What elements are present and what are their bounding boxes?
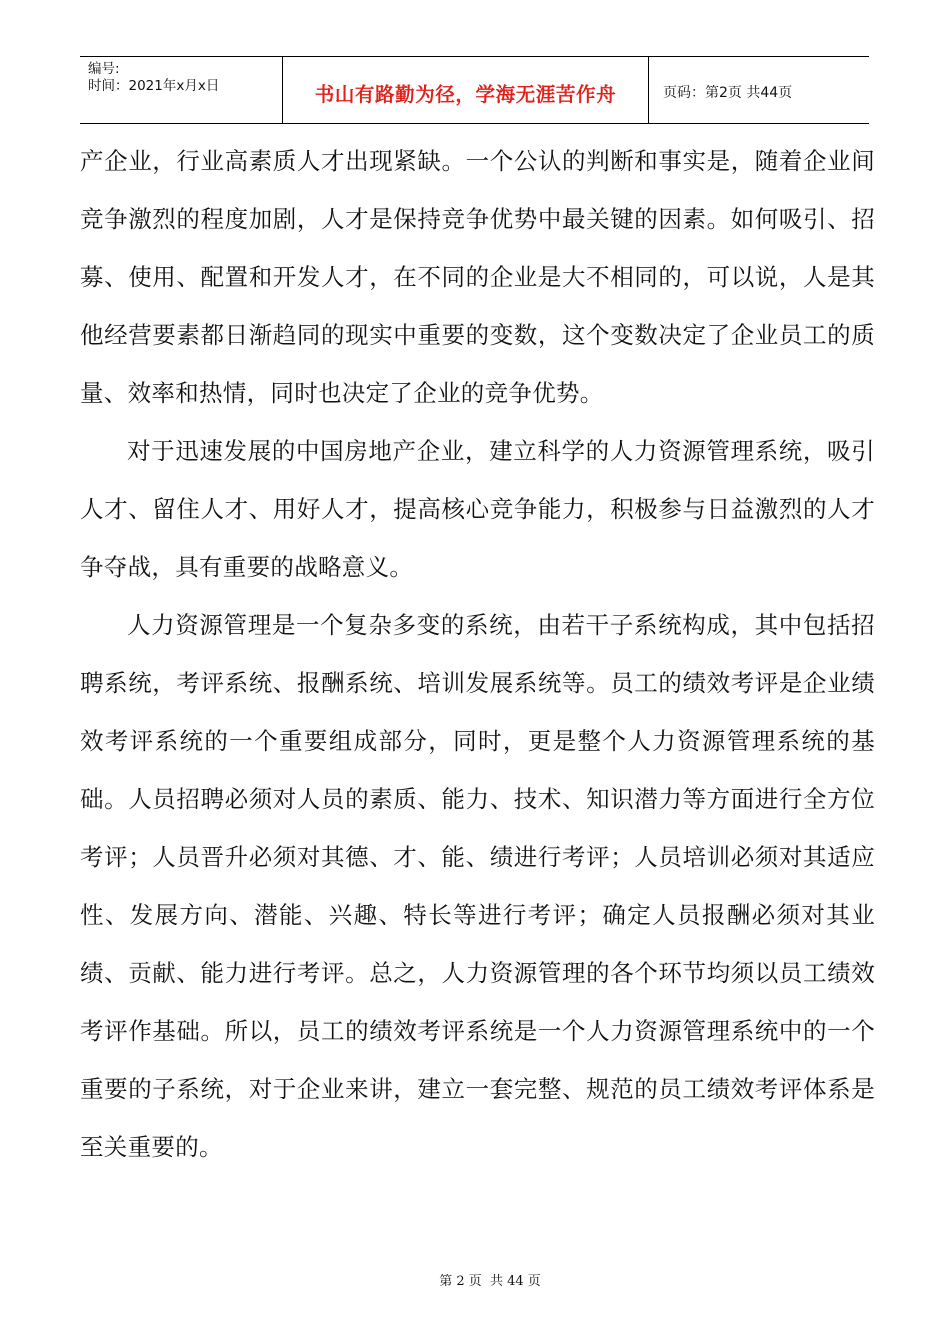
page-header [80, 56, 869, 124]
header-meta-cell [80, 57, 282, 123]
document-time-label: 时间：2021年x月x日 [88, 78, 220, 94]
document-number-label: 编号: [88, 61, 120, 77]
body-paragraph-3: 人力资源管理是一个复杂多变的系统，由若干子系统构成，其中包括招聘系统，考评系统、报酬系统、培训发展系统等。员工的绩效考评是企业绩效考评系统的一个重要组成部分，同时，更是整个人力资源管理系统的基础。人员招聘必须对人员的素质、能力、技术、知识潜力等方面进行全方位考评；人员晋升必须对其德、才、能、绩进行考评；人员培训必须对其适应性、发展方向、潜能、兴趣、特长等进行考评；确定人员报酬必须对其业绩、贡献、能力进行考评。总之，人力资源管理的各个环节均须以员工绩效考评作基础。所以，员工的绩效考评系统是一个人力资源管理系统中的一个重要的子系统，对于企业来讲，建立一套完整、规范的员工绩效考评体系是至关重要的。 [80, 611, 875, 1161]
body-paragraph-1: 产企业，行业高素质人才出现紧缺。一个公认的判断和事实是，随着企业间竞争激烈的程度加剧，人才是保持竞争优势中最关键的因素。如何吸引、招募、使用、配置和开发人才，在不同的企业是大不相同的，可以说，人是其他经营要素都日渐趋同的现实中重要的变数，这个变数决定了企业员工的质量、效率和热情，同时也决定了企业的竞争优势。 [80, 147, 875, 407]
body-paragraph-2: 对于迅速发展的中国房地产企业，建立科学的人力资源管理系统，吸引人才、留住人才、用好人才，提高核心竞争能力，积极参与日益激烈的人才争夺战，具有重要的战略意义。 [80, 437, 875, 581]
header-motto-cell [282, 57, 649, 123]
header-motto: 书山有路勤为径，学海无涯苦作舟 [314, 83, 617, 106]
header-page-info: 页码：第2页 共44页 [663, 85, 793, 101]
page-footer: 第 2 页 共 44 页 [439, 1274, 541, 1289]
header-page-cell [649, 57, 869, 123]
document-body [80, 132, 875, 1176]
